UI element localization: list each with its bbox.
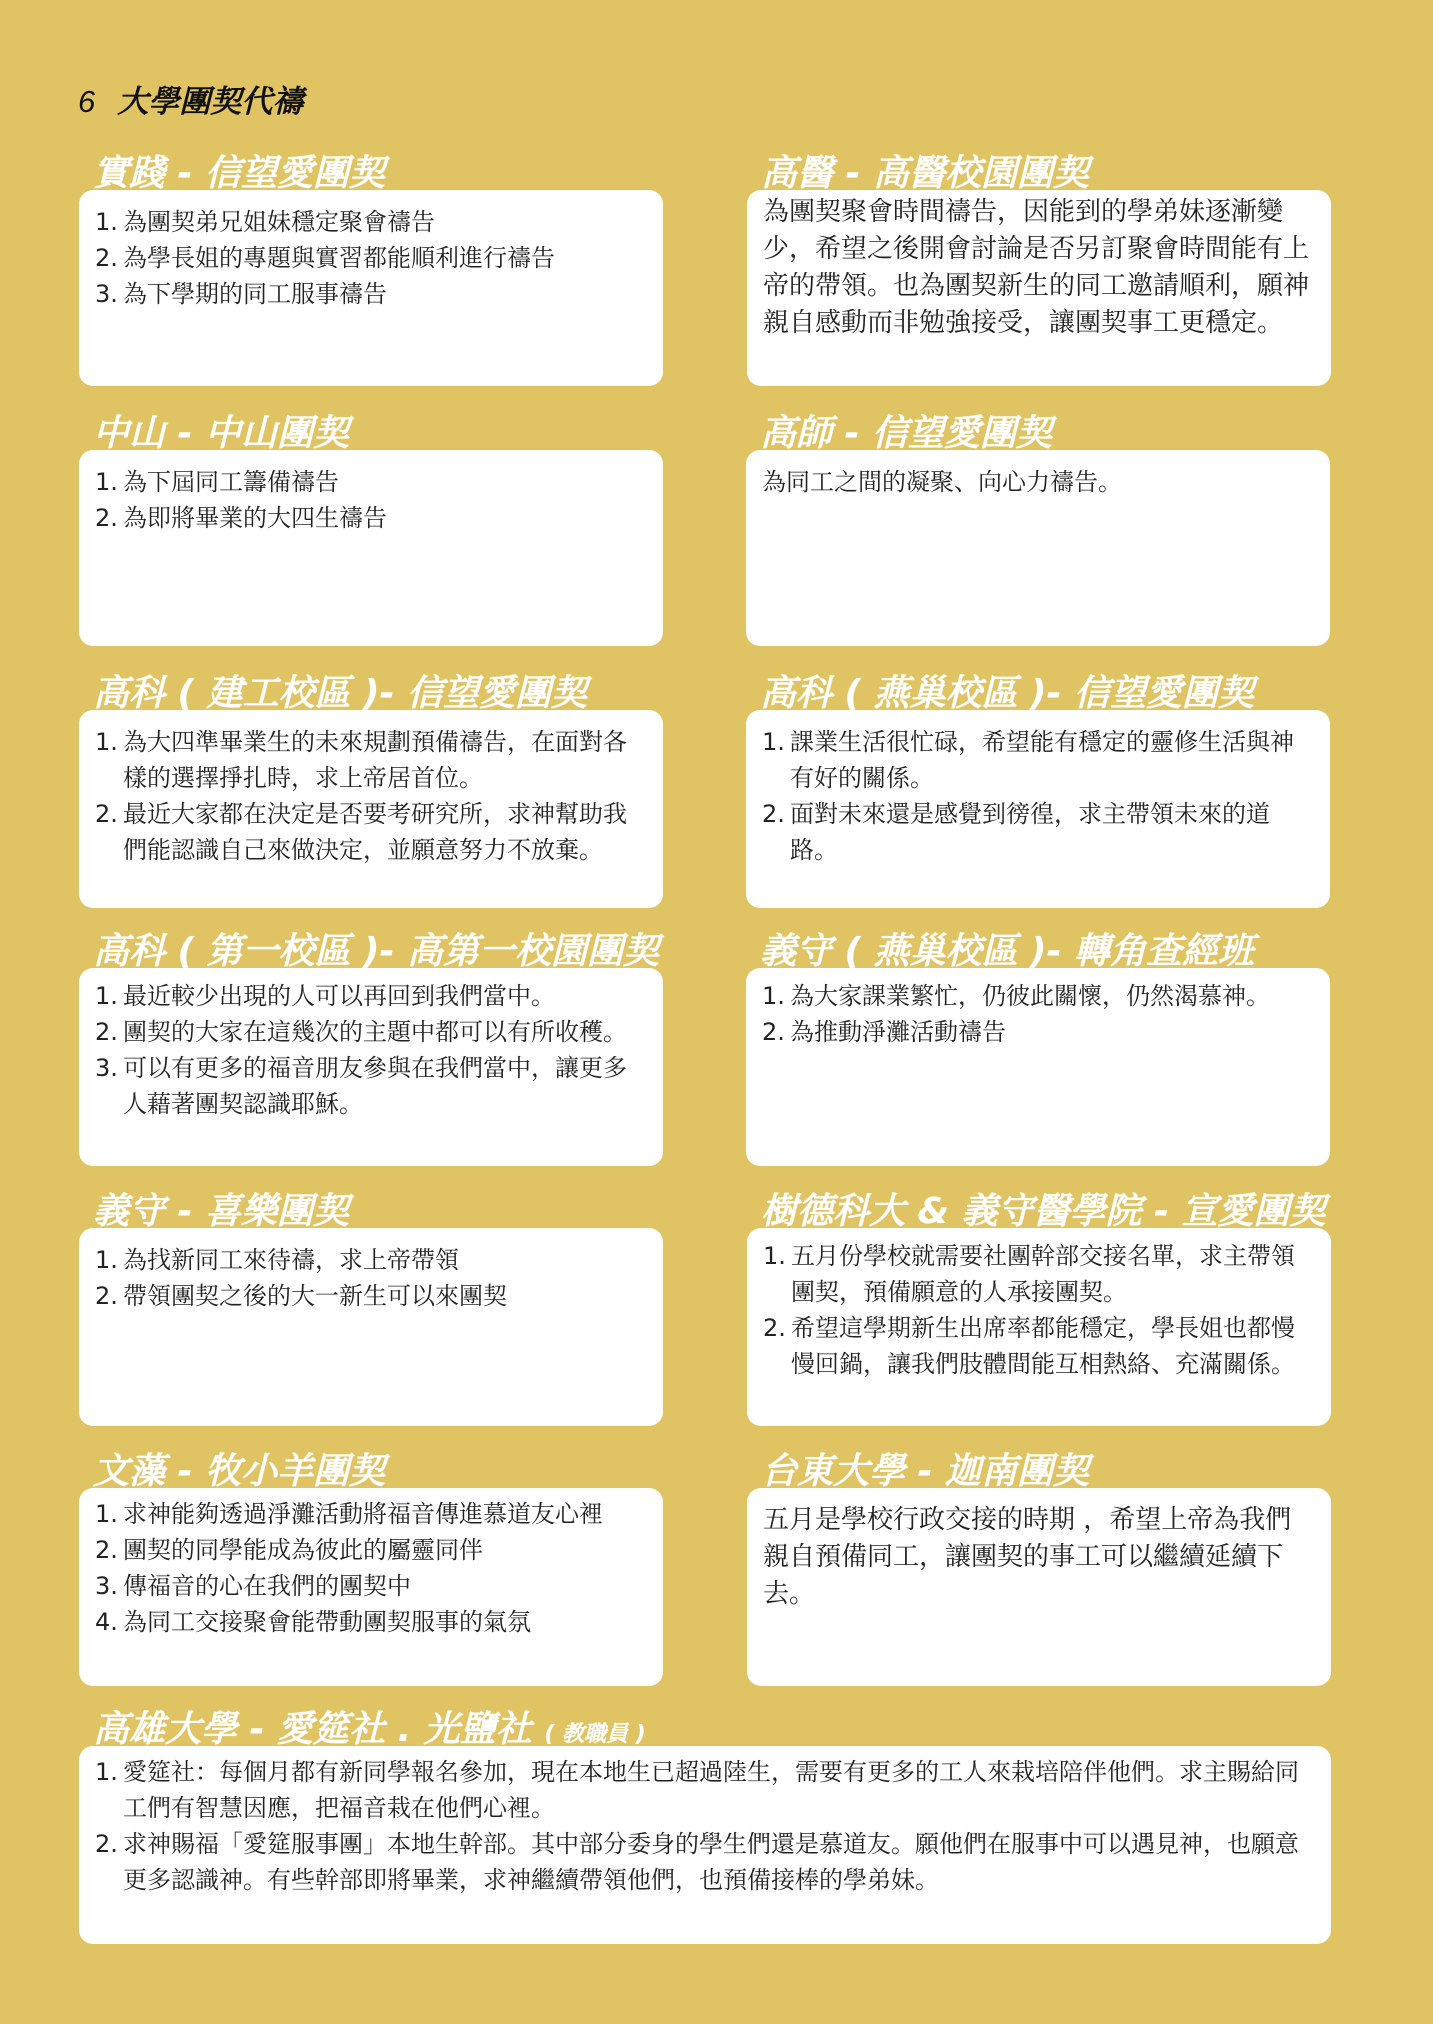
section-title: 文藻 - 牧小羊團契 [93, 1451, 386, 1492]
list-item: 2. 最近大家都在決定是否要考研究所，求神幫助我們能認識自己來做決定，並願意努力不放棄。 [95, 800, 627, 864]
list-item: 3. 傳福音的心在我們的團契中 [95, 1572, 411, 1600]
section-title: 高雄大學 - 愛筵社 . 光鹽社 ( 教職員 ) [93, 1709, 646, 1750]
prayer-paragraph: 五月是學校行政交接的時期 ，希望上帝為我們親自預備同工，讓團契的事工可以繼續延續下去。 [763, 1505, 1292, 1609]
list-item: 1. 最近較少出現的人可以再回到我們當中。 [95, 982, 555, 1010]
list-item: 1. 為找新同工來待禱，求上帝帶領 [95, 1246, 459, 1274]
prayer-box [746, 710, 1330, 908]
list-item: 4. 為同工交接聚會能帶動團契服事的氣氛 [95, 1608, 531, 1636]
list-item: 1. 愛筵社：每個月都有新同學報名參加，現在本地生已超過陸生，需要有更多的工人來栽培陪伴他們。求主賜給同工們有智慧因應，把福音栽在他們心裡。 [95, 1758, 1299, 1822]
section-title: 義守 ( 燕巢校區 )- 轉角查經班 [760, 931, 1254, 972]
list-item: 3. 可以有更多的福音朋友參與在我們當中，讓更多人藉著團契認識耶穌。 [95, 1054, 627, 1118]
page-number: 6 [78, 84, 96, 119]
list-item: 2. 為推動淨灘活動禱告 [762, 1018, 1006, 1046]
list-item: 1. 為團契弟兄姐妹穩定聚會禱告 [95, 208, 435, 236]
list-item: 1. 五月份學校就需要社團幹部交接名單，求主帶領團契，預備願意的人承接團契。 [763, 1242, 1295, 1306]
section-title: 高科 ( 第一校區 )- 高第一校園團契 [93, 931, 659, 972]
list-item: 1. 求神能夠透過淨灘活動將福音傳進慕道友心裡 [95, 1500, 603, 1528]
list-item: 2. 團契的同學能成為彼此的屬靈同伴 [95, 1536, 483, 1564]
list-item: 2. 為學長姐的專題與實習都能順利進行禱告 [95, 244, 555, 272]
list-item: 2. 希望這學期新生出席率都能穩定，學長姐也都慢慢回鍋，讓我們肢體間能互相熱絡、充滿關係。 [763, 1314, 1295, 1378]
section-title: 實踐 - 信望愛團契 [93, 153, 386, 194]
list-item: 2. 帶領團契之後的大一新生可以來團契 [95, 1282, 507, 1310]
list-item: 1. 為大家課業繁忙，仍彼此關懷，仍然渴慕神。 [762, 982, 1270, 1010]
section-title: 義守 - 喜樂團契 [93, 1191, 350, 1232]
list-item: 2. 為即將畢業的大四生禱告 [95, 504, 387, 532]
prayer-box [79, 190, 663, 386]
list-item: 3. 為下學期的同工服事禱告 [95, 280, 387, 308]
list-item: 2. 團契的大家在這幾次的主題中都可以有所收穫。 [95, 1018, 627, 1046]
section-title: 樹德科大 & 義守醫學院 - 宣愛團契 [761, 1191, 1326, 1232]
prayer-box [79, 1746, 1331, 1944]
prayer-box [746, 968, 1330, 1166]
section-title: 高科 ( 燕巢校區 )- 信望愛團契 [760, 673, 1254, 714]
prayer-box [747, 1488, 1331, 1686]
title-note: ( 教職員 ) [544, 1722, 646, 1747]
section-title: 台東大學 - 迦南團契 [761, 1451, 1090, 1492]
section-title: 高科 ( 建工校區 )- 信望愛團契 [93, 673, 587, 714]
prayer-paragraph: 為團契聚會時間禱告，因能到的學弟妹逐漸變少，希望之後開會討論是否另訂聚會時間能有上帝的帶領。也為團契新生的同工邀請順利，願神親自感動而非勉強接受，讓團契事工更穩定。 [763, 197, 1310, 338]
list-item: 1. 課業生活很忙碌，希望能有穩定的靈修生活與神有好的關係。 [762, 728, 1294, 792]
prayer-box [79, 710, 663, 908]
list-item: 2. 求神賜福「愛筵服事團」本地生幹部。其中部分委身的學生們還是慕道友。願他們在服事中可以遇見神，也願意更多認識神。有些幹部即將畢業，求神繼續帶領他們，也預備接棒的學弟妹。 [95, 1830, 1299, 1894]
prayer-box [747, 190, 1331, 386]
prayer-paragraph: 為同工之間的凝聚、向心力禱告。 [762, 468, 1122, 496]
prayer-box [79, 1488, 663, 1686]
prayer-box [747, 1228, 1331, 1426]
prayer-box [746, 450, 1330, 646]
list-item: 1. 為下屆同工籌備禱告 [95, 468, 339, 496]
list-item: 2. 面對未來還是感覺到徬徨，求主帶領未來的道路。 [762, 800, 1270, 864]
prayer-box [79, 968, 663, 1166]
list-item: 1. 為大四準畢業生的未來規劃預備禱告，在面對各樣的選擇掙扎時，求上帝居首位。 [95, 728, 627, 792]
prayer-box [79, 1228, 663, 1426]
section-title: 高師 - 信望愛團契 [760, 413, 1053, 454]
section-title: 高醫 - 高醫校園團契 [761, 153, 1090, 194]
section-title: 中山 - 中山團契 [93, 413, 350, 454]
prayer-box [79, 450, 663, 646]
page-header [78, 76, 303, 121]
page-title: 大學團契代禱 [117, 84, 304, 119]
